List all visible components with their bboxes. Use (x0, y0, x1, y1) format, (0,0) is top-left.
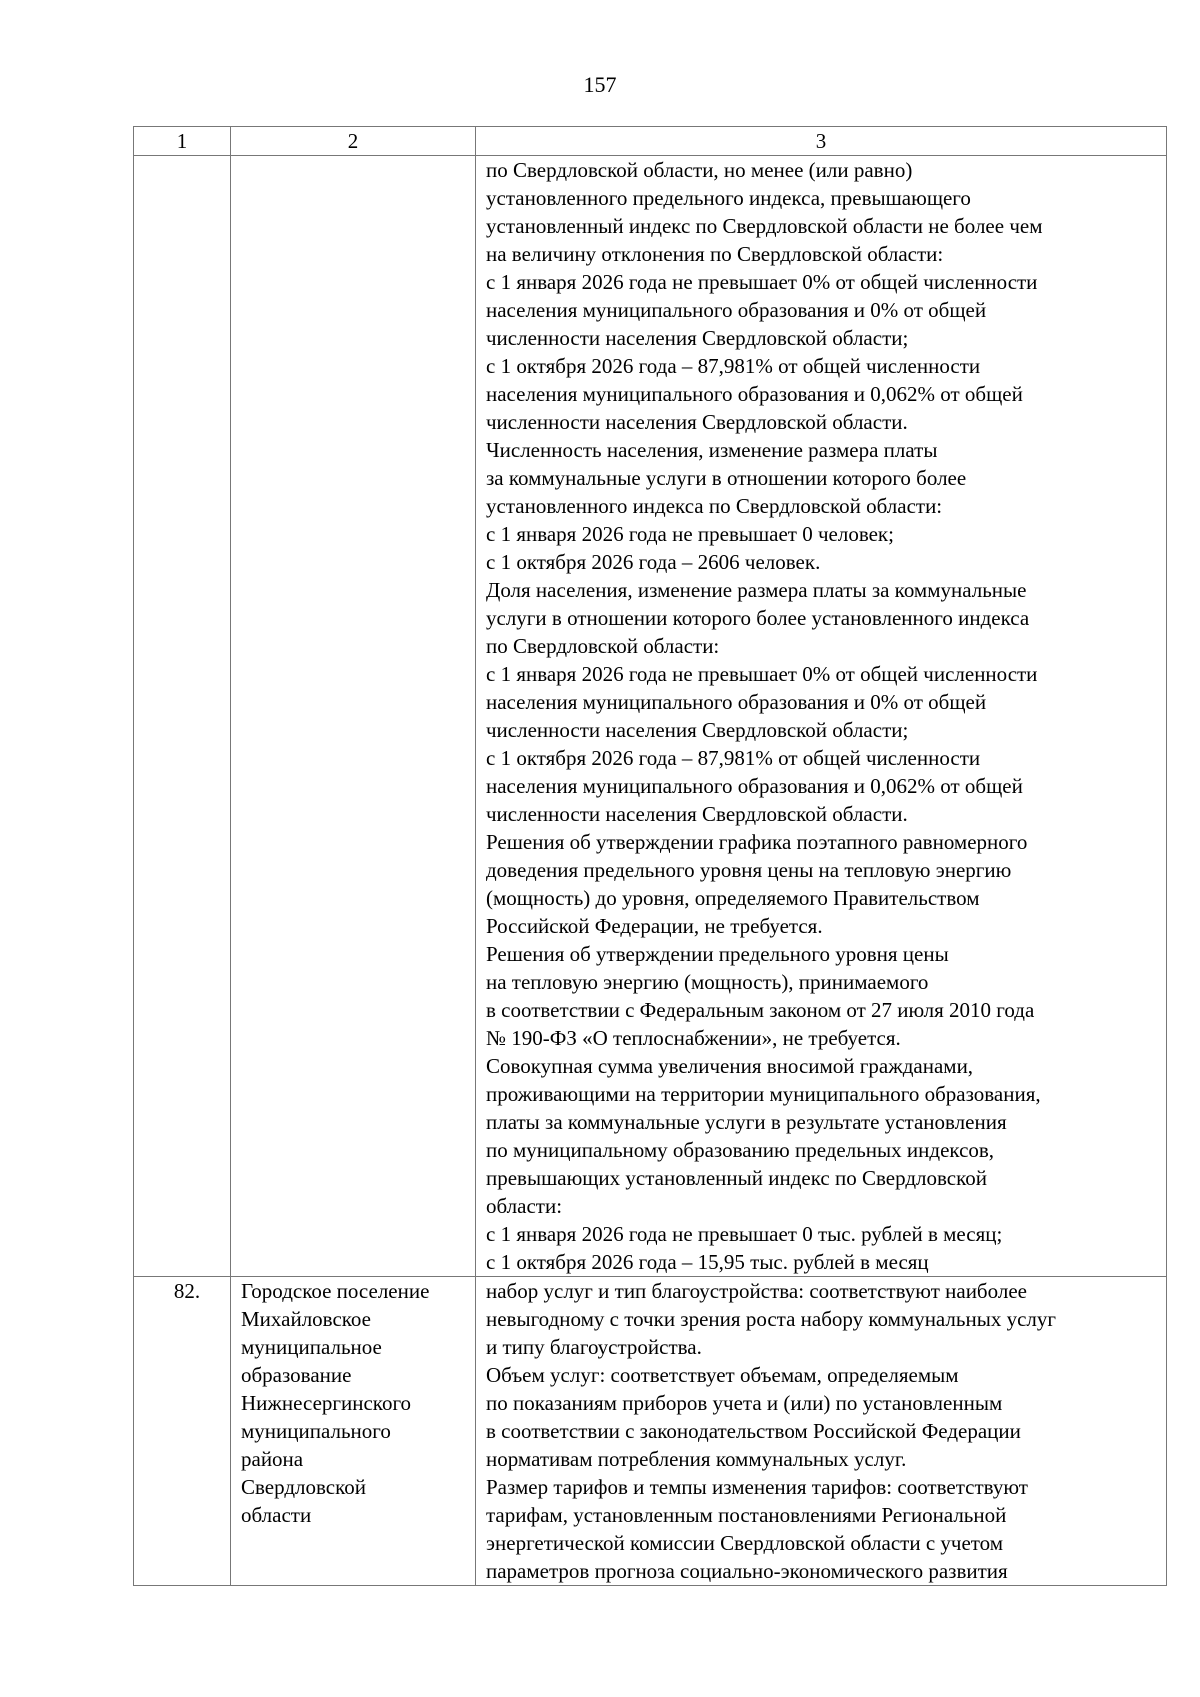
description-line: численности населения Свердловской области; (486, 718, 909, 742)
municipality-name-line: области (241, 1503, 312, 1527)
description-line: населения муниципального образования и 0% от общей (486, 298, 987, 322)
description-line: с 1 октября 2026 года – 87,981% от общей численности (486, 354, 981, 378)
description-line: по показаниям приборов учета и (или) по установленным (486, 1391, 1003, 1415)
municipality-name-line: Городское поселение (241, 1279, 430, 1303)
table-body (134, 156, 1167, 1586)
description-line: численности населения Свердловской области. (486, 802, 908, 826)
description-line: параметров прогноза социально-экономического развития (486, 1559, 1008, 1583)
description-line: невыгодному с точки зрения роста набору коммунальных услуг (486, 1307, 1057, 1331)
description-line: нормативам потребления коммунальных услуг. (486, 1447, 907, 1471)
description-line: Доля населения, изменение размера платы за коммунальные (486, 578, 1027, 602)
description-line: в соответствии с законодательством Российской Федерации (486, 1419, 1021, 1443)
column-header-2: 2 (231, 127, 476, 156)
description-line: (мощность) до уровня, определяемого Правительством (486, 886, 980, 910)
column-header-1: 1 (134, 127, 231, 156)
description-line: Решения об утверждении графика поэтапного равномерного (486, 830, 1028, 854)
description-line: по муниципальному образованию предельных индексов, (486, 1138, 995, 1162)
description-line: платы за коммунальные услуги в результате установления (486, 1110, 1007, 1134)
description-line: за коммунальные услуги в отношении которого более (486, 466, 967, 490)
municipality-name-line: Нижнесергинского (241, 1391, 412, 1415)
municipality-name-line: Свердловской (241, 1475, 366, 1499)
description-line: установленного предельного индекса, превышающего (486, 186, 971, 210)
table-row (134, 156, 1167, 1277)
municipality-name-line: муниципальное (241, 1335, 382, 1359)
description-line: Размер тарифов и темпы изменения тарифов: соответствуют (486, 1475, 1028, 1499)
municipality-name-line: Михайловское (241, 1307, 371, 1331)
description-cell (476, 156, 1167, 1277)
description-line: с 1 октября 2026 года – 15,95 тыс. рублей в месяц (486, 1250, 929, 1274)
description-line: населения муниципального образования и 0,062% от общей (486, 774, 1023, 798)
description-line: численности населения Свердловской области. (486, 410, 908, 434)
description-line: доведения предельного уровня цены на тепловую энергию (486, 858, 1012, 882)
description-line: Совокупная сумма увеличения вносимой гражданами, (486, 1054, 974, 1078)
description-line: населения муниципального образования и 0% от общей (486, 690, 987, 714)
description-line: тарифам, установленным постановлениями Региональной (486, 1503, 1007, 1527)
row-number-cell (134, 156, 231, 1277)
description-line: проживающими на территории муниципального образования, (486, 1082, 1041, 1106)
page-number: 157 (583, 72, 617, 97)
description-line: по Свердловской области, но менее (или равно) (486, 158, 913, 182)
description-line: услуги в отношении которого более установленного индекса (486, 606, 1030, 630)
description-line: превышающих установленный индекс по Свердловской (486, 1166, 987, 1190)
description-line: на тепловую энергию (мощность), принимаемого (486, 970, 929, 994)
table-row (134, 1277, 1167, 1586)
description-line: с 1 января 2026 года не превышает 0 человек; (486, 522, 894, 546)
table-header-row (134, 127, 1167, 156)
description-line: на величину отклонения по Свердловской области: (486, 242, 944, 266)
description-line: установленный индекс по Свердловской области не более чем (486, 214, 1043, 238)
description-line: по Свердловской области: (486, 634, 720, 658)
municipality-name-cell (231, 156, 476, 1277)
municipality-name-line: муниципального (241, 1419, 391, 1443)
column-header-3: 3 (476, 127, 1167, 156)
description-line: с 1 января 2026 года не превышает 0 тыс. рублей в месяц; (486, 1222, 1003, 1246)
description-line: Объем услуг: соответствует объемам, определяемым (486, 1363, 959, 1387)
description-line: области: (486, 1194, 563, 1218)
description-line: с 1 октября 2026 года – 2606 человек. (486, 550, 821, 574)
municipality-name-cell (231, 1277, 476, 1586)
description-line: с 1 января 2026 года не превышает 0% от общей численности (486, 270, 1038, 294)
description-line: в соответствии с Федеральным законом от 27 июля 2010 года (486, 998, 1035, 1022)
description-line: численности населения Свердловской области; (486, 326, 909, 350)
description-line: Решения об утверждении предельного уровня цены (486, 942, 949, 966)
municipality-name-line: района (241, 1447, 304, 1471)
row-number-cell: 82. (134, 1277, 231, 1586)
description-line: населения муниципального образования и 0,062% от общей (486, 382, 1023, 406)
description-line: с 1 октября 2026 года – 87,981% от общей численности (486, 746, 981, 770)
document-table (133, 126, 1167, 1586)
description-line: Российской Федерации, не требуется. (486, 914, 823, 938)
description-line: набор услуг и тип благоустройства: соответствуют наиболее (486, 1279, 1027, 1303)
municipality-name-line: образование (241, 1363, 352, 1387)
description-line: с 1 января 2026 года не превышает 0% от общей численности (486, 662, 1038, 686)
description-line: и типу благоустройства. (486, 1335, 702, 1359)
description-line: Численность населения, изменение размера платы (486, 438, 938, 462)
description-line: установленного индекса по Свердловской области: (486, 494, 943, 518)
description-line: № 190-ФЗ «О теплоснабжении», не требуется. (486, 1026, 901, 1050)
description-line: энергетической комиссии Свердловской области с учетом (486, 1531, 1004, 1555)
description-cell (476, 1277, 1167, 1586)
